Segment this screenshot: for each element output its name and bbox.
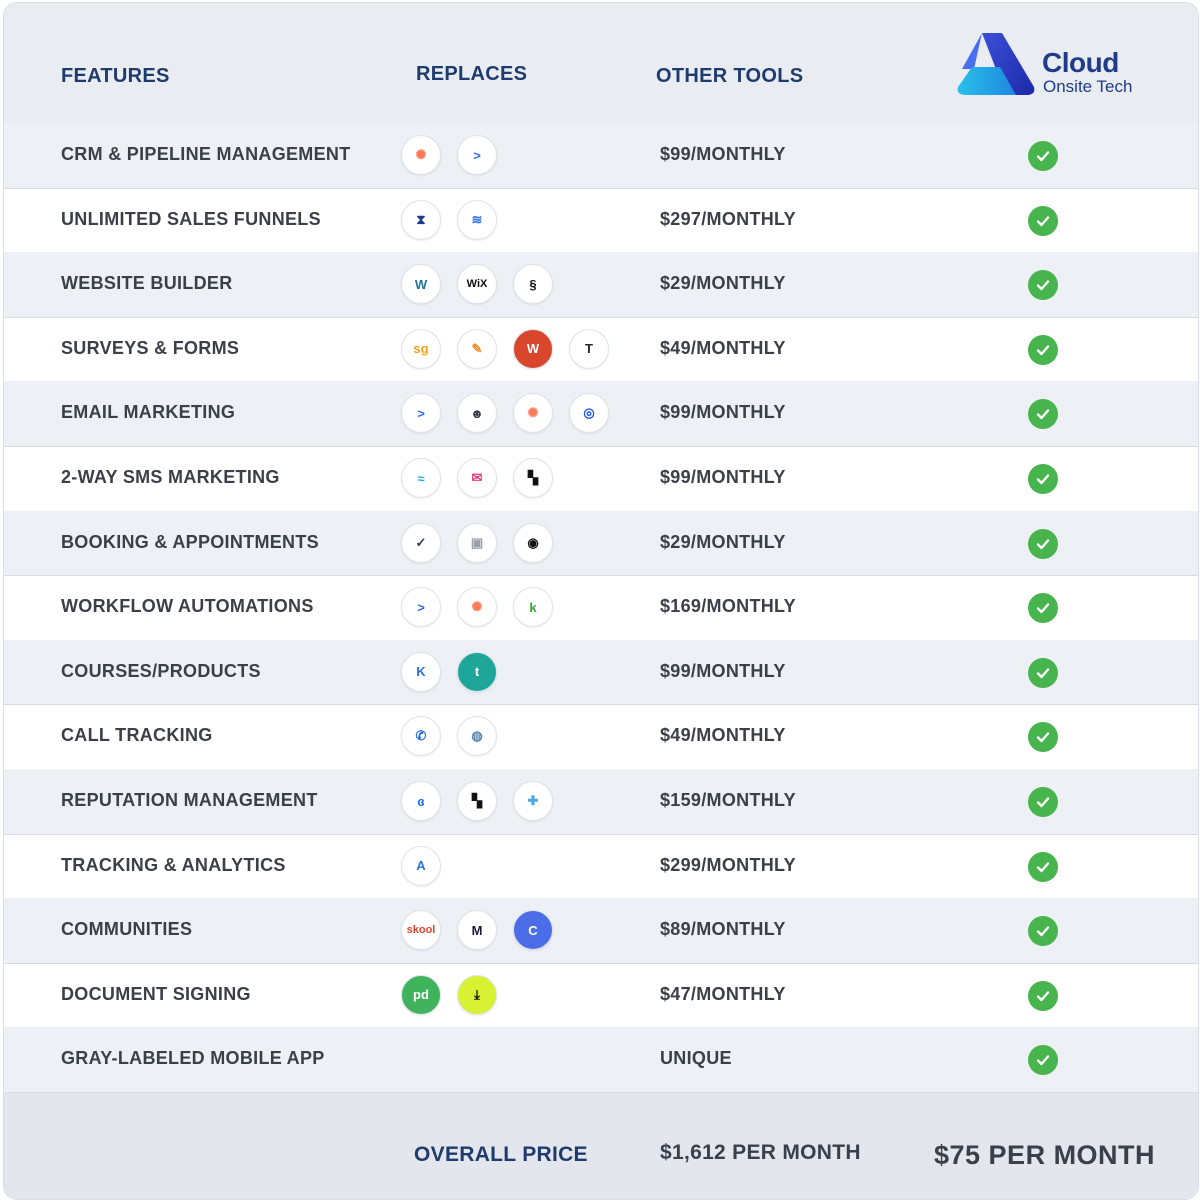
table-row <box>4 834 1198 900</box>
mailchimp-icon: ☻ <box>457 393 497 433</box>
circle-icon: C <box>513 910 553 950</box>
replaced-tools-icons <box>401 975 497 1015</box>
hubspot-icon: ✺ <box>401 135 441 175</box>
skool-icon: skool <box>401 910 441 950</box>
other-tools-price: UNIQUE <box>660 1048 732 1069</box>
table-row <box>4 1027 1198 1093</box>
feature-name: WORKFLOW AUTOMATIONS <box>61 596 314 617</box>
included-check-icon <box>1028 981 1058 1011</box>
included-check-icon <box>1028 206 1058 236</box>
typeform-icon: T <box>569 329 609 369</box>
activecampaign-icon: > <box>457 135 497 175</box>
kajabi-icon: K <box>401 652 441 692</box>
included-check-icon <box>1028 658 1058 688</box>
other-tools-price: $99/MONTHLY <box>660 144 786 164</box>
other-tools-price: $99/MONTHLY <box>660 467 786 487</box>
replaced-tools-icons <box>401 264 553 304</box>
other-tools-price: $297/MONTHLY <box>660 208 796 229</box>
table-row <box>4 898 1198 964</box>
table-row <box>4 704 1198 770</box>
callrail-icon: ✆ <box>401 716 441 756</box>
textmagic-icon: ≈ <box>401 458 441 498</box>
other-tools-price: $29/MONTHLY <box>660 273 786 294</box>
podium-icon: ▚ <box>513 458 553 498</box>
replaced-tools-icons <box>401 846 441 886</box>
hubspot-icon: ✺ <box>457 587 497 627</box>
replaced-tools-icons <box>401 523 553 563</box>
replaces-column-header: REPLACES <box>416 63 528 85</box>
mighty-networks-icon: M <box>457 910 497 950</box>
feature-name: SURVEYS & FORMS <box>61 337 240 358</box>
replaced-tools-icons <box>401 781 553 821</box>
included-check-icon <box>1028 787 1058 817</box>
logo-text-cloud: Cloud <box>1042 47 1119 78</box>
replaced-tools-icons <box>401 652 497 692</box>
feature-name: TRACKING & ANALYTICS <box>61 854 286 875</box>
features-column-header: FEATURES <box>61 65 170 87</box>
calendly-icon: ◉ <box>513 523 553 563</box>
logo-mark-icon <box>954 29 1038 99</box>
feature-name: CRM & PIPELINE MANAGEMENT <box>61 144 351 164</box>
simpletexting-icon: ✉ <box>457 458 497 498</box>
included-check-icon <box>1028 1045 1058 1075</box>
table-row <box>4 640 1198 706</box>
table-row <box>4 188 1198 254</box>
birdeye-icon: ɞ <box>401 781 441 821</box>
surveygizmo-icon: sg <box>401 329 441 369</box>
hubspot-icon: ✺ <box>513 393 553 433</box>
included-check-icon <box>1028 464 1058 494</box>
replaced-tools-icons <box>401 135 497 175</box>
table-row <box>4 511 1198 577</box>
leadpages-icon: ≋ <box>457 200 497 240</box>
included-check-icon <box>1028 529 1058 559</box>
logo-text-onsite-tech: Onsite Tech <box>1043 77 1133 96</box>
table-row <box>4 446 1198 512</box>
analytics-icon: A <box>401 846 441 886</box>
keap-icon: k <box>513 587 553 627</box>
constant-contact-icon: ◎ <box>569 393 609 433</box>
wix-icon: WiX <box>457 264 497 304</box>
activecampaign-icon: > <box>401 393 441 433</box>
other-tools-total: $1,612 PER MONTH <box>660 1141 861 1164</box>
other-tools-price: $299/MONTHLY <box>660 854 796 875</box>
replaced-tools-icons <box>401 458 553 498</box>
replaced-tools-icons <box>401 393 609 433</box>
our-total-price: $75 PER MONTH <box>934 1140 1156 1170</box>
included-check-icon <box>1028 593 1058 623</box>
grade-us-icon: ✚ <box>513 781 553 821</box>
podium-icon: ▚ <box>457 781 497 821</box>
included-check-icon <box>1028 852 1058 882</box>
feature-name: EMAIL MARKETING <box>61 402 236 423</box>
calendar-icon: ▣ <box>457 523 497 563</box>
feature-name: COMMUNITIES <box>61 919 193 940</box>
table-row <box>4 963 1198 1029</box>
table-row <box>4 381 1198 447</box>
included-check-icon <box>1028 141 1058 171</box>
other-tools-price: $169/MONTHLY <box>660 596 796 617</box>
feature-name: UNLIMITED SALES FUNNELS <box>61 208 321 229</box>
wufoo-icon: W <box>513 329 553 369</box>
feature-name: WEBSITE BUILDER <box>61 273 233 294</box>
other-tools-price: $89/MONTHLY <box>660 919 786 940</box>
feature-name: REPUTATION MANAGEMENT <box>61 790 318 810</box>
acuity-icon: ✓ <box>401 523 441 563</box>
clickfunnels-icon: ⧗ <box>401 200 441 240</box>
replaced-tools-icons <box>401 200 497 240</box>
feature-name: COURSES/PRODUCTS <box>61 660 261 681</box>
teachable-icon: t <box>457 652 497 692</box>
other-tools-price: $47/MONTHLY <box>660 983 786 1004</box>
included-check-icon <box>1028 399 1058 429</box>
feature-name: DOCUMENT SIGNING <box>61 983 251 1004</box>
other-tools-price: $49/MONTHLY <box>660 725 786 746</box>
jotform-icon: ✎ <box>457 329 497 369</box>
pandadoc-icon: pd <box>401 975 441 1015</box>
feature-name: GRAY-LABELED MOBILE APP <box>61 1048 325 1069</box>
feature-name: CALL TRACKING <box>61 725 213 746</box>
table-row <box>4 252 1198 318</box>
activecampaign-icon: > <box>401 587 441 627</box>
replaced-tools-icons <box>401 716 497 756</box>
table-row <box>4 575 1198 641</box>
call-tracking-icon: ◍ <box>457 716 497 756</box>
table-row <box>4 123 1198 189</box>
included-check-icon <box>1028 722 1058 752</box>
other-tools-column-header: OTHER TOOLS <box>656 65 804 87</box>
included-check-icon <box>1028 270 1058 300</box>
replaced-tools-icons <box>401 910 553 950</box>
other-tools-price: $159/MONTHLY <box>660 790 796 810</box>
replaced-tools-icons <box>401 329 609 369</box>
table-row <box>4 317 1198 383</box>
comparison-card <box>3 2 1199 1200</box>
feature-name: 2-WAY SMS MARKETING <box>61 467 280 487</box>
table-header <box>4 3 1198 124</box>
squarespace-icon: § <box>513 264 553 304</box>
other-tools-price: $49/MONTHLY <box>660 337 786 358</box>
wordpress-icon: W <box>401 264 441 304</box>
other-tools-price: $99/MONTHLY <box>660 660 786 681</box>
feature-name: BOOKING & APPOINTMENTS <box>61 531 319 552</box>
included-check-icon <box>1028 916 1058 946</box>
overall-price-label: OVERALL PRICE <box>414 1143 588 1166</box>
replaced-tools-icons <box>401 587 553 627</box>
other-tools-price: $99/MONTHLY <box>660 402 786 423</box>
table-footer <box>4 1093 1198 1199</box>
table-row <box>4 769 1198 835</box>
included-check-icon <box>1028 335 1058 365</box>
other-tools-price: $29/MONTHLY <box>660 531 786 552</box>
docusign-icon: ⤓ <box>457 975 497 1015</box>
cloud-onsite-tech-logo <box>954 29 1154 101</box>
